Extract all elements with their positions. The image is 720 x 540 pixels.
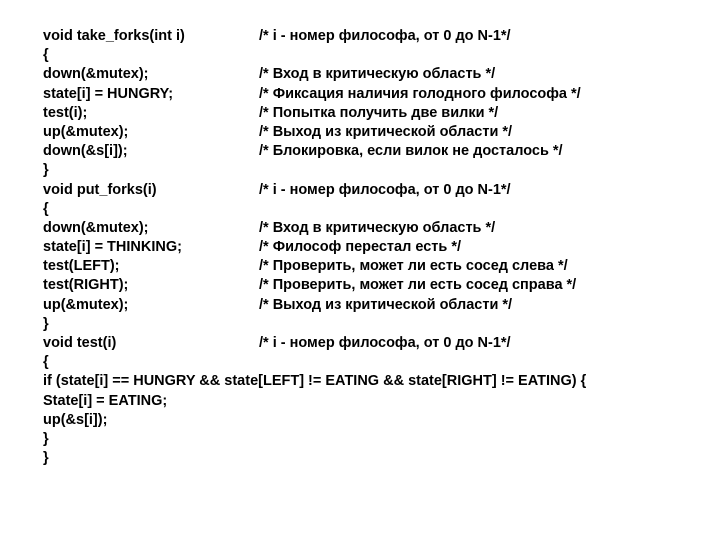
code-line (43, 181, 720, 200)
code-text: down(&s[i]); (43, 143, 128, 160)
code-line (43, 257, 720, 276)
code-text: test(LEFT); (43, 258, 120, 275)
code-text: { (43, 354, 49, 371)
code-text: down(&mutex); (43, 66, 149, 83)
code-text: up(&mutex); (43, 296, 129, 313)
code-text: State[i] = EATING; (43, 392, 168, 409)
code-line (43, 449, 720, 468)
code-line (43, 219, 720, 238)
code-text: } (43, 430, 49, 447)
code-text: if (state[i] == HUNGRY && state[LEFT] != EATING && state[RIGHT] != EATING) { (43, 373, 587, 390)
code-line (43, 27, 720, 46)
code-comment: /* i - номер философа, от 0 до N-1*/ (259, 181, 511, 198)
code-text: down(&mutex); (43, 219, 149, 236)
code-comment: /* Вход в критическую область */ (259, 66, 496, 83)
code-line (43, 411, 720, 430)
code-text: void test(i) (43, 335, 117, 351)
code-comment: /* i - номер философа, от 0 до N-1*/ (259, 335, 511, 351)
code-comment: /* Попытка получить две вилки */ (259, 104, 499, 121)
code-comment: /* i - номер философа, от 0 до N-1*/ (259, 28, 511, 44)
code-text: test(i); (43, 104, 88, 121)
code-comment: /* Проверить, может ли есть сосед справа */ (259, 277, 577, 294)
code-line (43, 238, 720, 257)
code-comment: /* Выход из критической области */ (259, 296, 513, 313)
code-comment: /* Выход из критической области */ (259, 123, 513, 140)
code-comment: /* Проверить, может ли есть сосед слева */ (259, 258, 568, 275)
code-line (43, 372, 720, 391)
code-text: } (43, 450, 49, 467)
code-text: void take_forks(int i) (43, 28, 185, 44)
code-line (43, 104, 720, 123)
code-comment: /* Блокировка, если вилок не досталось */ (259, 143, 563, 160)
code-line (43, 430, 720, 449)
code-comment: /* Вход в критическую область */ (259, 219, 496, 236)
code-comment: /* Фиксация наличия голодного философа */ (259, 85, 581, 102)
code-text: } (43, 162, 49, 179)
code-text: test(RIGHT); (43, 277, 129, 294)
code-text: { (43, 200, 49, 217)
code-line (43, 46, 720, 65)
code-line (43, 392, 720, 411)
code-line (43, 296, 720, 315)
code-text: { (43, 47, 49, 64)
code-line (43, 334, 720, 353)
code-line (43, 65, 720, 84)
code-text: up(&mutex); (43, 123, 129, 140)
code-text: state[i] = THINKING; (43, 239, 182, 256)
code-line (43, 353, 720, 372)
code-text: up(&s[i]); (43, 411, 108, 428)
code-line (43, 315, 720, 334)
code-line (43, 161, 720, 180)
code-listing (43, 27, 720, 468)
code-line (43, 276, 720, 295)
code-text: state[i] = HUNGRY; (43, 85, 174, 102)
code-line (43, 123, 720, 142)
code-line (43, 142, 720, 161)
code-line (43, 200, 720, 219)
code-text: } (43, 315, 49, 332)
code-text: void put_forks(i) (43, 181, 157, 198)
code-comment: /* Философ перестал есть */ (259, 239, 461, 256)
code-line (43, 85, 720, 104)
